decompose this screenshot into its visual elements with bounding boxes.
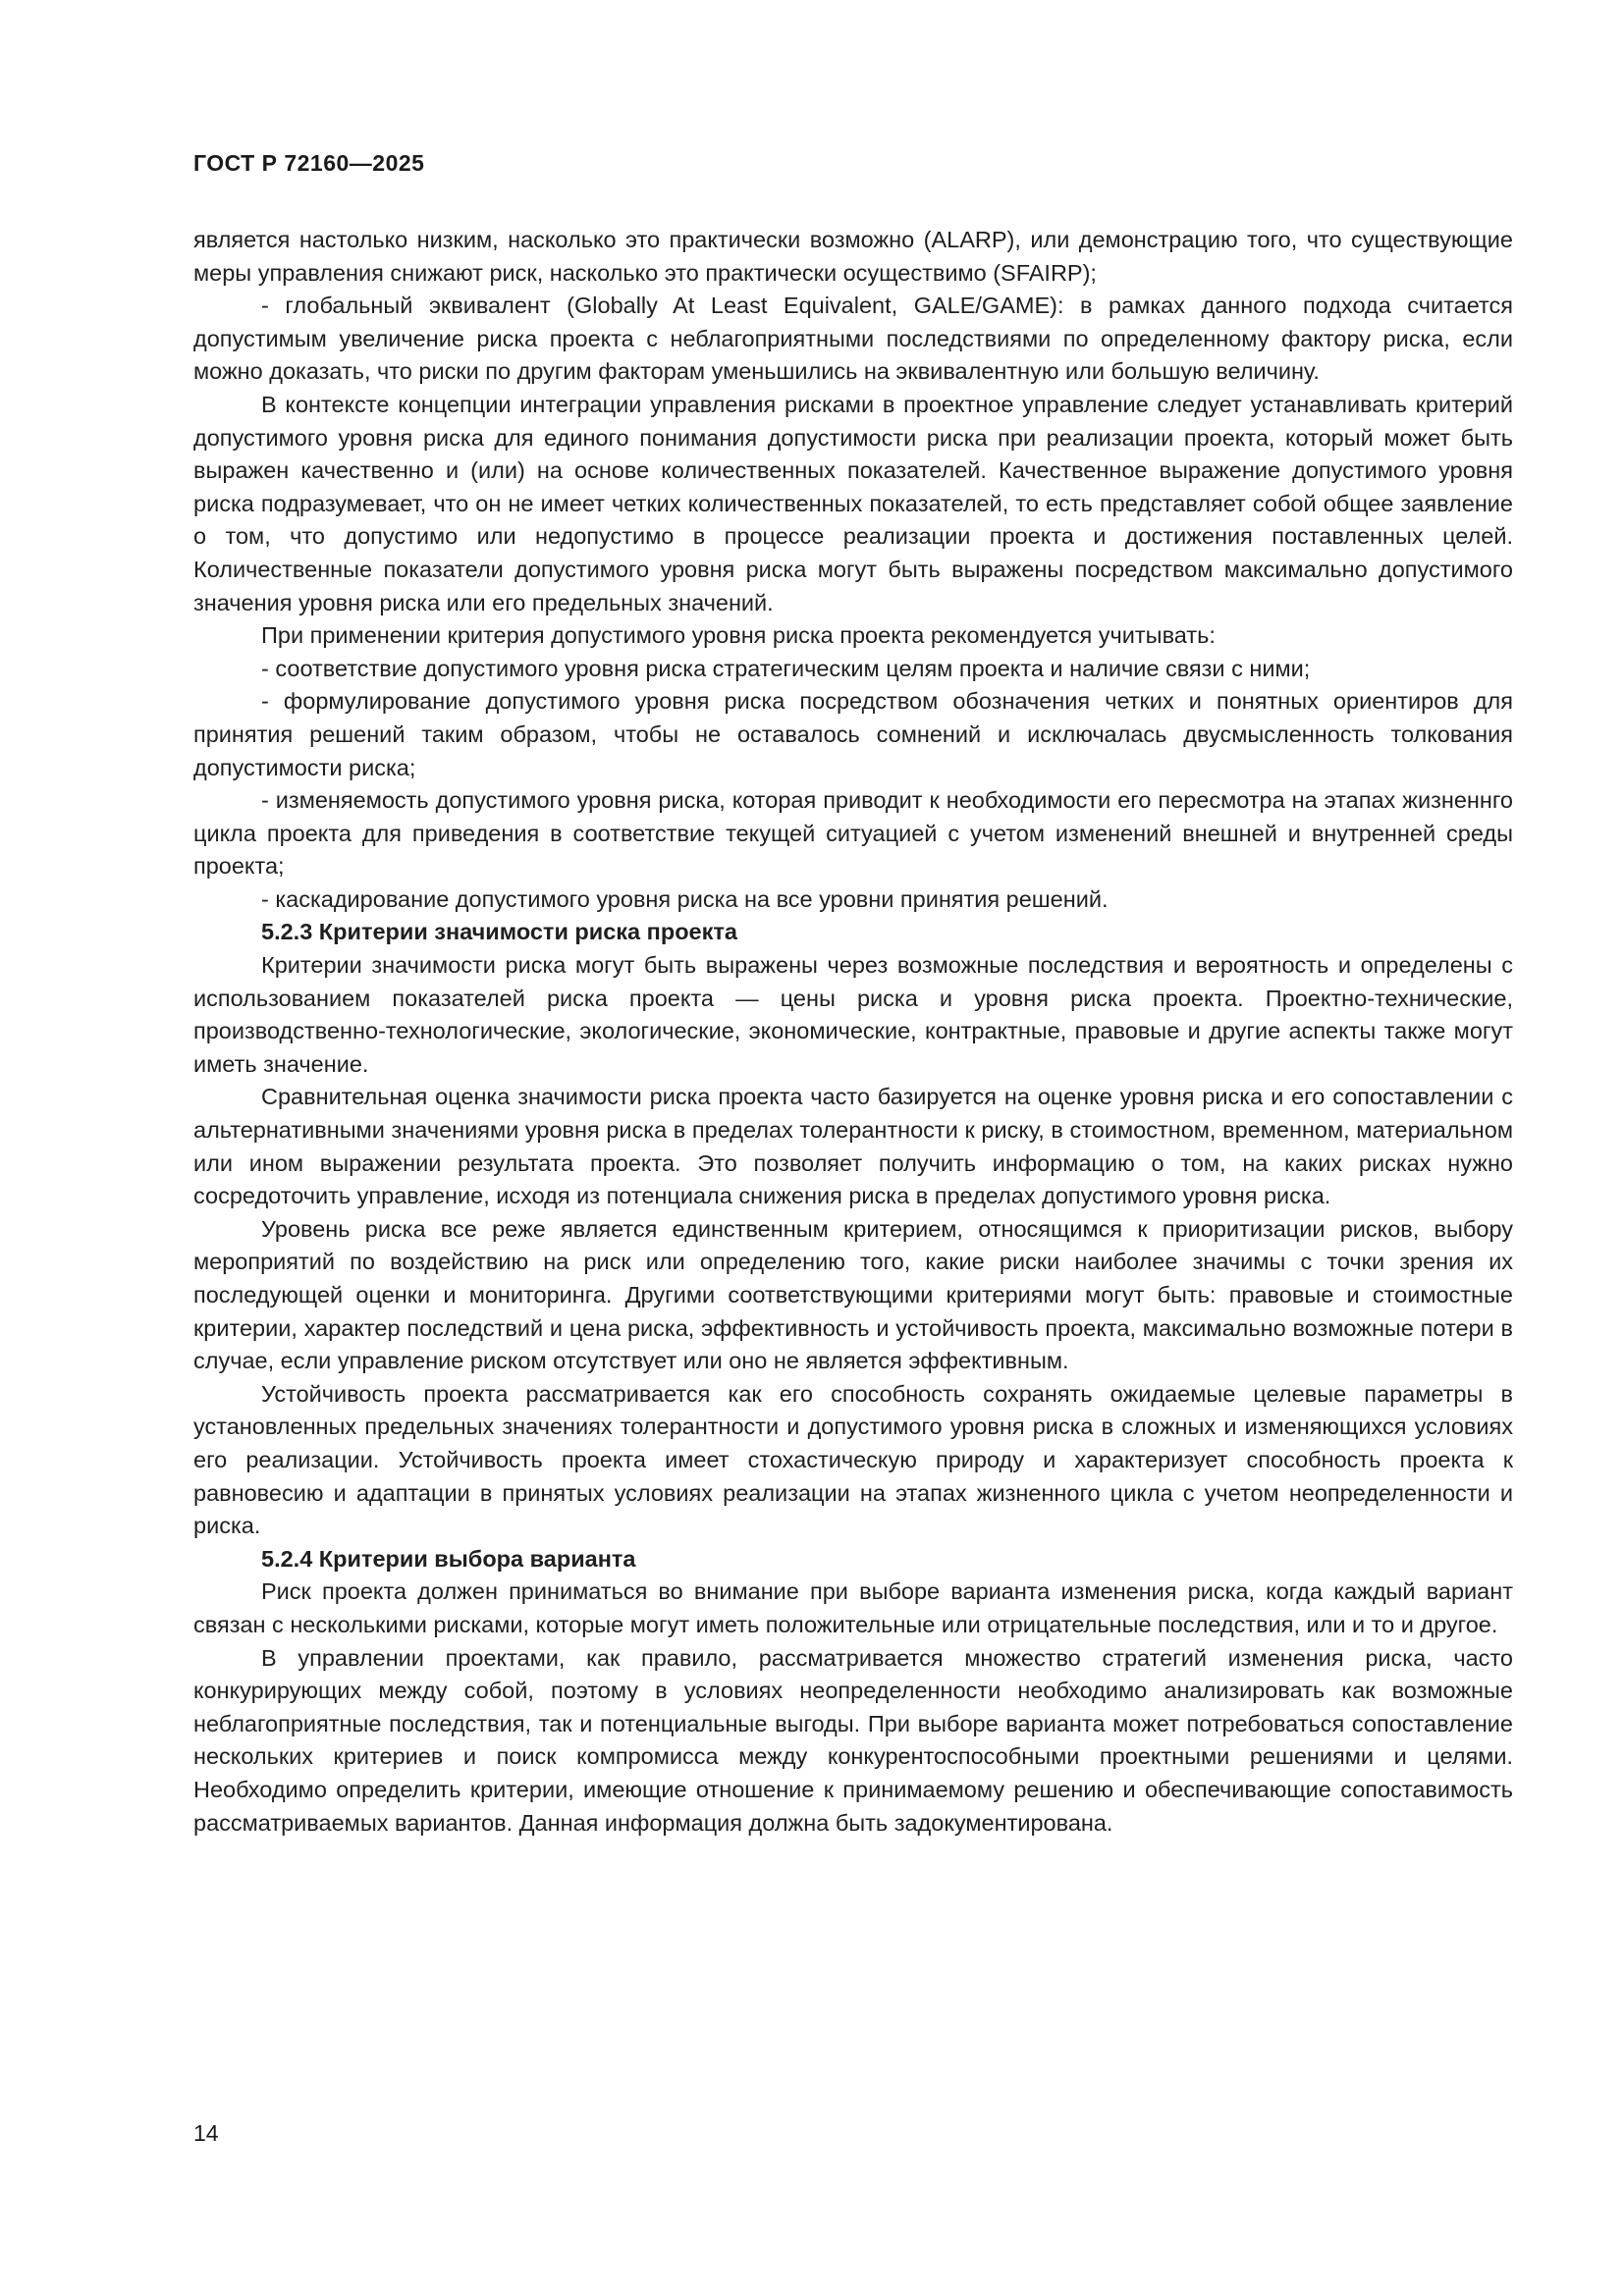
paragraph: Уровень риска все реже является единственным критерием, относящимся к приоритизации рисков, выбору мероприятий по воздействию на риск или определению того, какие риски наиболее значимы с точки зрения их последующей оценки и мониторинга. Другими соответствующими критериями могут быть: правовые и стоимостные критерии, характер последствий и цена риска, эффективность и устойчивость проекта, максимально возможные потери в случае, если управление риском отсутствует или оно не является эффективным. xyxy=(193,1215,1513,1374)
list-item: - соответствие допустимого уровня риска стратегическим целям проекта и наличие связи с ними; xyxy=(261,655,1311,681)
paragraph: Риск проекта должен приниматься во внимание при выборе варианта изменения риска, когда каждый вариант связан с несколькими рисками, которые могут иметь положительные или отрицательные последствия, или и то и другое. xyxy=(193,1578,1513,1637)
list-item: - каскадирование допустимого уровня риска на все уровни принятия решений. xyxy=(261,885,1109,912)
section-heading-5-2-3: 5.2.3 Критерии значимости риска проекта xyxy=(261,919,737,945)
document-header: ГОСТ Р 72160—2025 xyxy=(193,150,425,176)
document-body xyxy=(193,224,1513,1840)
list-item: - изменяемость допустимого уровня риска, которая приводит к необходимости его пересмотра на этапах жизненнго цикла проекта для приведения в соответствие текущей ситуацией с учетом изменений внешней и внутренней среды проекта; xyxy=(193,787,1513,880)
paragraph: является настолько низким, насколько это практически возможно (ALARP), или демонстрацию того, что существующие меры управления снижают риск, насколько это практически осуществимо (SFAIRP); xyxy=(193,227,1513,286)
section-heading-5-2-4: 5.2.4 Критерии выбора варианта xyxy=(261,1545,636,1572)
paragraph: Устойчивость проекта рассматривается как его способность сохранять ожидаемые целевые параметры в установленных предельных значениях толерантности и допустимого уровня риска в сложных и изменяющихся условиях его реализации. Устойчивость проекта имеет стохастическую природу и характеризует способность проекта к равновесию и адаптации в принятых условиях реализации на этапах жизненного цикла с учетом неопределенности и риска. xyxy=(193,1380,1513,1539)
paragraph: Критерии значимости риска могут быть выражены через возможные последствия и вероятность и определены с использованием показателей риска проекта — цены риска и уровня риска проекта. Проектно-технические, производственно-технологические, экологические, экономические, контрактные, правовые и другие аспекты также могут иметь значение. xyxy=(193,952,1513,1077)
paragraph: Сравнительная оценка значимости риска проекта часто базируется на оценке уровня риска и его сопоставлении с альтернативными значениями уровня риска в пределах толерантности к риску, в стоимостном, временном, материальном или ином выражении результата проекта. Это позволяет получить информацию о том, на каких рисках нужно сосредоточить управление, исходя из потенциала снижения риска в пределах допустимого уровня риска. xyxy=(193,1084,1513,1209)
paragraph: В контексте концепции интеграции управления рисками в проектное управление следует устанавливать критерий допустимого уровня риска для единого понимания допустимости риска при реализации проекта, который может быть выражен качественно и (или) на основе количественных показателей. Качественное выражение допустимого уровня риска подразумевает, что он не имеет четких количественных показателей, то есть представляет собой общее заявление о том, что допустимо или недопустимо в процессе реализации проекта и достижения поставленных целей. Количественные показатели допустимого уровня риска могут быть выражены посредством максимально допустимого значения уровня риска или его предельных значений. xyxy=(193,391,1513,615)
list-item: - глобальный эквивалент (Globally At Least Equivalent, GALE/GAME): в рамках данного подхода считается допустимым увеличение риска проекта с неблагоприятными последствиями по определенному фактору риска, если можно доказать, что риски по другим факторам уменьшились на эквивалентную или большую величину. xyxy=(193,293,1513,385)
list-item: - формулирование допустимого уровня риска посредством обозначения четких и понятных ориентиров для принятия решений таким образом, чтобы не оставалось сомнений и исключалась двусмысленность толкования допустимости риска; xyxy=(193,688,1513,780)
paragraph: В управлении проектами, как правило, рассматривается множество стратегий изменения риска, часто конкурирующих между собой, поэтому в условиях неопределенности необходимо анализировать как возможные неблагоприятные последствия, так и потенциальные выгоды. При выборе варианта может потребоваться сопоставление нескольких критериев и поиск компромисса между конкурентоспособными проектными решениями и целями. Необходимо определить критерии, имеющие отношение к принимаемому решению и обеспечивающие сопоставимость рассматриваемых вариантов. Данная информация должна быть задокументирована. xyxy=(193,1644,1513,1836)
paragraph: При применении критерия допустимого уровня риска проекта рекомендуется учитывать: xyxy=(261,622,1216,649)
page-number: 14 xyxy=(193,2120,219,2146)
